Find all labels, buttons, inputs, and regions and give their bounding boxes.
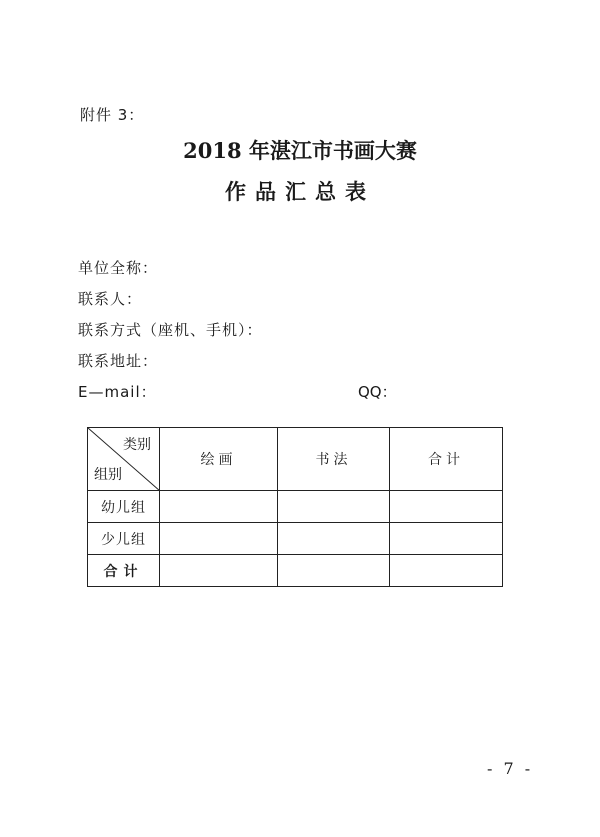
cell-total-painting[interactable] bbox=[160, 555, 278, 587]
table-header-row bbox=[88, 428, 503, 491]
unit-name-label: 单位全称： bbox=[78, 259, 159, 277]
cell-youth-painting[interactable] bbox=[160, 523, 278, 555]
qq-label: QQ： bbox=[358, 383, 397, 401]
row-label-youth: 少儿组 bbox=[88, 523, 160, 555]
cell-kindergarten-calligraphy[interactable] bbox=[278, 491, 390, 523]
document-subtitle: 作品汇总表 bbox=[225, 179, 375, 204]
column-header-painting: 绘画 bbox=[160, 428, 278, 491]
cell-total-calligraphy[interactable] bbox=[278, 555, 390, 587]
table-row bbox=[88, 555, 503, 587]
table-row bbox=[88, 523, 503, 555]
email-label: E—mail： bbox=[78, 383, 157, 401]
table-corner-cell bbox=[88, 428, 160, 491]
contact-phone-label: 联系方式（座机、手机）： bbox=[78, 321, 263, 339]
table-row bbox=[88, 491, 503, 523]
attachment-label: 附件 3： bbox=[80, 106, 145, 124]
cell-kindergarten-total[interactable] bbox=[390, 491, 503, 523]
corner-category-label: 类别 bbox=[123, 437, 151, 453]
column-header-total: 合计 bbox=[390, 428, 503, 491]
column-header-calligraphy: 书法 bbox=[278, 428, 390, 491]
document-title: 2018 年湛江市书画大赛 bbox=[183, 138, 417, 163]
cell-youth-total[interactable] bbox=[390, 523, 503, 555]
page-number: - 7 - bbox=[487, 759, 534, 778]
contact-person-label: 联系人： bbox=[78, 290, 143, 308]
row-label-total: 合计 bbox=[88, 555, 160, 587]
summary-table bbox=[87, 427, 503, 587]
contact-address-label: 联系地址： bbox=[78, 352, 159, 370]
row-label-kindergarten: 幼儿组 bbox=[88, 491, 160, 523]
corner-group-label: 组别 bbox=[94, 467, 122, 483]
cell-kindergarten-painting[interactable] bbox=[160, 491, 278, 523]
cell-youth-calligraphy[interactable] bbox=[278, 523, 390, 555]
cell-total-total[interactable] bbox=[390, 555, 503, 587]
